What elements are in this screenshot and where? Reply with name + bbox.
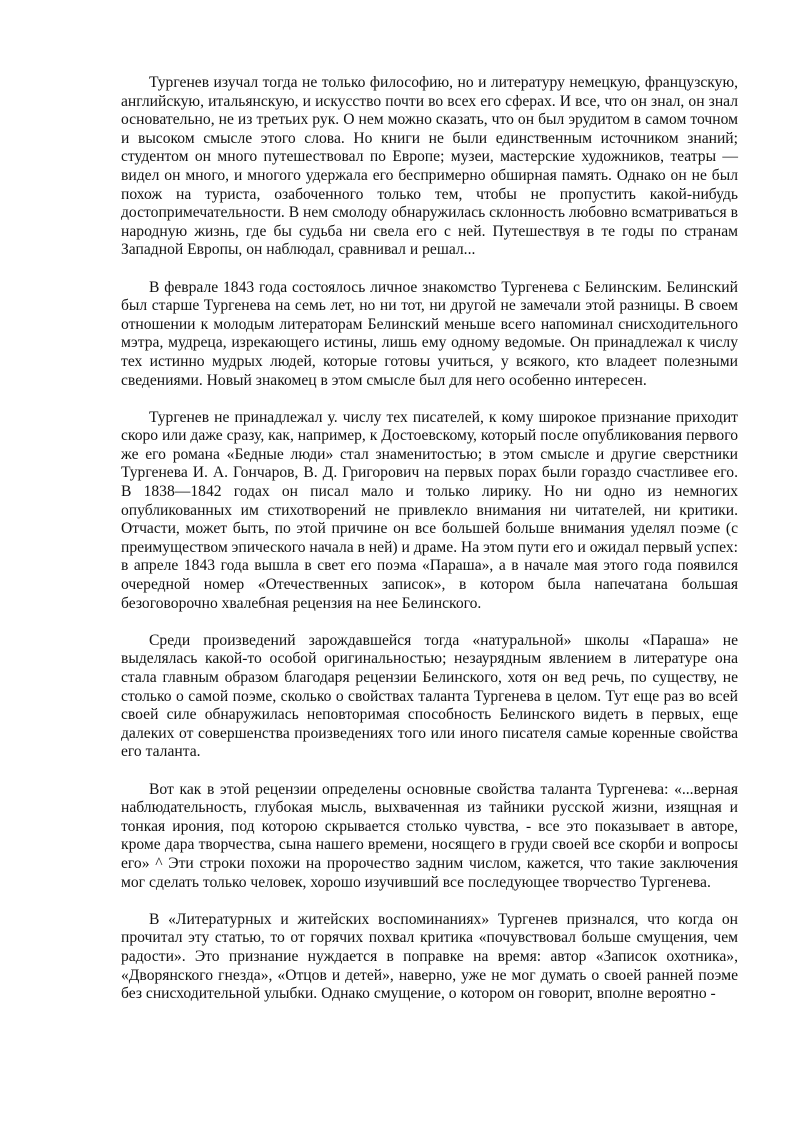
paragraph-5: Вот как в этой рецензии определены основные свойства таланта Тургенева: «...верная наблюдательность, глубокая мысль, выхваченная из тайники русской жизни, изящная и тонкая ирония, под которою скрывается столько чувства, - все это показывает в авторе, кроме дара творчества, сына нашего времени, носящего в груди своей все скорби и вопросы его» ^ Эти строки похожи на пророчество задним числом, кажется, что такие заключения мог сделать только человек, хорошо изучивший все последующее творчество Тургенева.: [121, 780, 738, 891]
paragraph-4: Среди произведений зарождавшейся тогда «натуральной» школы «Параша» не выделялась какой-то особой оригинальностью; незаурядным явлением в литературе она стала главным образом благодаря рецензии Белинского, хотя он вед речь, по существу, не столько о самой поэме, сколько о свойствах таланта Тургенева в целом. Тут еще раз во всей своей силе обнаружилась неповторимая способность Белинского видеть в первых, еще далеких от совершенства произведениях того или иного писателя самые коренные свойства его таланта.: [121, 631, 738, 761]
paragraph-3: Тургенев не принадлежал у. числу тех писателей, к кому широкое признание приходит скоро или даже сразу, как, например, к Достоевскому, который после опубликования первого же его романа «Бедные люди» стал знаменитостью; в этом смысле и другие сверстники Тургенева И. А. Гончаров, В. Д. Григорович на первых порах были гораздо счастливее его. В 1838—1842 годах он писал мало и только лирику. Но ни одно из немногих опубликованных им стихотворений не привлекло внимания ни читателей, ни критики. Отчасти, может быть, по этой причине он все большей больше внимания уделял поэме (с преимуществом эпического начала в ней) и драме. На этом пути его и ожидал первый успех: в апреле 1843 года вышла в свет его поэма «Параша», а в начале мая этого года появился очередной номер «Отечественных записок», в котором была напечатана большая безоговорочно хвалебная рецензия на нее Белинского.: [121, 408, 738, 612]
document-page: [121, 74, 738, 1022]
paragraph-2: В феврале 1843 года состоялось личное знакомство Тургенева с Белинским. Белинский был старше Тургенева на семь лет, но ни тот, ни другой не замечали этой разницы. В своем отношении к молодым литераторам Белинский меньше всего напоминал снисходительного мэтра, мудреца, изрекающего истины, лишь ему одному ведомые. Он принадлежал к числу тех истинно мудрых людей, которые готовы учиться, у всякого, кто владеет полезными сведениями. Новый знакомец в этом смысле был для него особенно интересен.: [121, 278, 738, 389]
paragraph-6: В «Литературных и житейских воспоминаниях» Тургенев признался, что когда он прочитал эту статью, то от горячих похвал критика «почувствовал больше смущения, чем радости». Это признание нуждается в поправке на время: автор «Записок охотника», «Дворянского гнезда», «Отцов и детей», наверно, уже не мог думать о своей ранней поэме без снисходительной улыбки. Однако смущение, о котором он говорит, вполне вероятно -: [121, 910, 738, 1003]
paragraph-1: Тургенев изучал тогда не только философию, но и литературу немецкую, французскую, английскую, итальянскую, и искусство почти во всех его сферах. И все, что он знал, он знал основательно, не из третьих рук. О нем можно сказать, что он был эрудитом в самом точном и высоком смысле этого слова. Но книги не были единственным источником знаний; студентом он много путешествовал по Европе; музеи, мастерские художников, театры — видел он много, и многого удержала его беспримерно обширная память. Однако он не был похож на туриста, озабоченного только тем, чтобы не пропустить какой-нибудь достопримечательности. В нем смолоду обнаружилась склонность любовно всматриваться в народную жизнь, где бы судьба ни свела его с ней. Путешествуя в те годы по странам Западной Европы, он наблюдал, сравнивал и решал...: [121, 74, 738, 259]
